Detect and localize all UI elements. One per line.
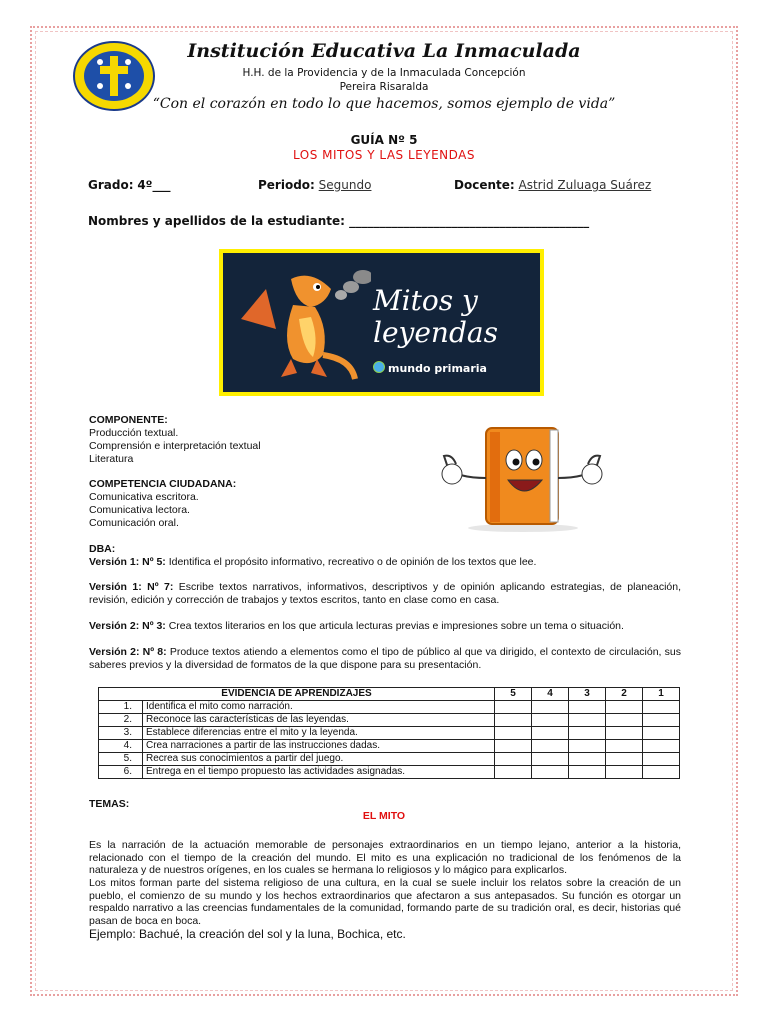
row-text: Identifica el mito como narración.: [143, 701, 495, 714]
score-cell[interactable]: [532, 766, 569, 779]
row-number: 4.: [99, 740, 143, 753]
period-value: Segundo: [318, 178, 372, 192]
globe-icon: [373, 361, 385, 373]
dba-entry-label: Versión 2: Nº 3:: [89, 620, 166, 632]
score-cell[interactable]: [643, 701, 680, 714]
score-cell[interactable]: [643, 727, 680, 740]
score-cell[interactable]: [532, 753, 569, 766]
dba-entry-text: Crea textos literarios en los que articula lecturas previas e impresiones sobre un tema o situación.: [165, 620, 624, 632]
dba-entry: [89, 581, 681, 607]
competencia-item: Comunicación oral.: [89, 517, 179, 529]
banner-title-line1: Mitos y: [373, 284, 478, 317]
table-row: [99, 727, 680, 740]
score-header: 5: [495, 688, 532, 701]
score-header: 1: [643, 688, 680, 701]
mito-example: Ejemplo: Bachué, la creación del sol y la luna, Bochica, etc.: [89, 927, 406, 941]
score-cell[interactable]: [569, 740, 606, 753]
banner-title-line2: leyendas: [373, 316, 498, 349]
evidence-header: EVIDENCIA DE APRENDIZAJES: [99, 688, 495, 701]
score-cell[interactable]: [532, 727, 569, 740]
section-title-el-mito: EL MITO: [362, 810, 406, 822]
score-cell[interactable]: [569, 753, 606, 766]
dba-entry-text: Identifica el propósito informativo, recreativo o de opinión de los textos que lee.: [165, 556, 537, 568]
score-cell[interactable]: [606, 740, 643, 753]
dba-entry-label: Versión 2: Nº 8:: [89, 646, 167, 658]
table-row: [99, 740, 680, 753]
competencia-item: Comunicativa escritora.: [89, 491, 199, 503]
componente-section: [89, 414, 261, 466]
dba-entry: [89, 646, 681, 672]
happy-book-mascot-illustration: [438, 418, 608, 533]
grade-value: 4º___: [137, 178, 171, 192]
period-label: Periodo:: [258, 178, 315, 192]
teacher-label: Docente:: [454, 178, 515, 192]
score-cell[interactable]: [606, 753, 643, 766]
competencia-item: Comunicativa lectora.: [89, 504, 190, 516]
banner-brand-text: mundo primaria: [388, 362, 487, 375]
score-cell[interactable]: [606, 766, 643, 779]
dba-entry-label: Versión 1: Nº 7:: [89, 581, 174, 593]
score-cell[interactable]: [606, 714, 643, 727]
score-cell[interactable]: [643, 740, 680, 753]
temas-heading: TEMAS:: [89, 798, 130, 810]
componente-item: Literatura: [89, 453, 134, 465]
teacher-field: [454, 178, 651, 192]
score-cell[interactable]: [569, 714, 606, 727]
dba-entry: [89, 620, 681, 633]
score-cell[interactable]: [532, 701, 569, 714]
table-row: [99, 766, 680, 779]
row-number: 3.: [99, 727, 143, 740]
competencia-section: [89, 478, 236, 530]
mito-paragraph: Los mitos forman parte del sistema religioso de una cultura, en la cual se suele incluir los relatos sobre la creación de un pueblo, el comienzo de su mundo y los hechos extraordinarios que afectaron a sus antepasados. Su función es otorgar un respaldo narrativo a las creencias fundamentales de la comunidad, formando parte de su tradición oral, es decir, historias qué pasan de boca en boca.: [89, 877, 681, 927]
score-cell[interactable]: [495, 753, 532, 766]
score-cell[interactable]: [495, 740, 532, 753]
score-cell[interactable]: [643, 714, 680, 727]
componente-item: Comprensión e interpretación textual: [89, 440, 261, 452]
dba-entry-text: Escribe textos narrativos, informativos, descriptivos y de opinión aplicando estrategias, de planeación, revisión, edición y corrección de trabajos y textos escritos, tanto en clase como en casa.: [89, 581, 682, 606]
competencia-heading: COMPETENCIA CIUDADANA:: [89, 478, 237, 490]
grade-label: Grado:: [88, 178, 134, 192]
guide-number: GUÍA Nº 5: [350, 133, 418, 147]
score-cell[interactable]: [495, 766, 532, 779]
score-cell[interactable]: [643, 753, 680, 766]
score-cell[interactable]: [495, 701, 532, 714]
score-cell[interactable]: [569, 766, 606, 779]
banner-brand: [373, 361, 487, 375]
score-cell[interactable]: [495, 727, 532, 740]
row-text: Establece diferencias entre el mito y la leyenda.: [143, 727, 495, 740]
mito-paragraph: Es la narración de la actuación memorable de personajes extraordinarios en un tiempo lejano, anterior a la historia, relacionado con el tiempo de la creación del mundo. El mito es una explicación no tradicional de los fenómenos de la naturaleza y de nuestros orígenes, en los cuales se hermana lo religiosos y lo mágico para explicarlos.: [89, 839, 681, 876]
score-cell[interactable]: [643, 766, 680, 779]
score-cell[interactable]: [569, 727, 606, 740]
table-row: [99, 701, 680, 714]
evidence-table: [98, 687, 680, 779]
row-text: Recrea sus conocimientos a partir del juego.: [143, 753, 495, 766]
score-header: 2: [606, 688, 643, 701]
table-row: [99, 714, 680, 727]
student-name-line: Nombres y apellidos de la estudiante: ________________________________________: [88, 214, 590, 228]
score-cell[interactable]: [495, 714, 532, 727]
dba-heading: DBA:: [89, 543, 116, 555]
evidence-table-header-row: [99, 688, 680, 701]
dba-entry-label: Versión 1: Nº 5:: [89, 556, 166, 568]
row-number: 1.: [99, 701, 143, 714]
score-cell[interactable]: [606, 701, 643, 714]
componente-item: Producción textual.: [89, 427, 179, 439]
score-cell[interactable]: [569, 701, 606, 714]
teacher-value: Astrid Zuluaga Suárez: [518, 178, 652, 192]
table-row: [99, 753, 680, 766]
period-field: [258, 178, 371, 192]
congregation-name: H.H. de la Providencia y de la Inmaculada Concepción: [242, 67, 526, 79]
row-number: 2.: [99, 714, 143, 727]
dragon-illustration: [231, 259, 371, 387]
row-text: Crea narraciones a partir de las instrucciones dadas.: [143, 740, 495, 753]
row-text: Entrega en el tiempo propuesto las actividades asignadas.: [143, 766, 495, 779]
score-header: 4: [532, 688, 569, 701]
dba-entry-text: Produce textos atiendo a elementos como el tipo de público al que va dirigido, el contexto de circulación, sus saberes previos y la diversidad de formatos de la que dispone para su presentación.: [89, 646, 682, 671]
banner-title: [373, 285, 498, 349]
grade-field: [88, 178, 170, 192]
dba-entry: [89, 556, 681, 569]
score-cell[interactable]: [606, 727, 643, 740]
score-header: 3: [569, 688, 606, 701]
row-number: 6.: [99, 766, 143, 779]
row-number: 5.: [99, 753, 143, 766]
institution-name: Institución Educativa La Inmaculada: [187, 40, 581, 62]
componente-heading: COMPONENTE:: [89, 414, 168, 426]
score-cell[interactable]: [532, 714, 569, 727]
row-text: Reconoce las características de las leyendas.: [143, 714, 495, 727]
city-name: Pereira Risaralda: [339, 81, 429, 93]
school-motto: “Con el corazón en todo lo que hacemos, somos ejemplo de vida”: [152, 96, 616, 112]
mitos-banner: [219, 249, 544, 396]
score-cell[interactable]: [532, 740, 569, 753]
guide-title: LOS MITOS Y LAS LEYENDAS: [293, 148, 475, 162]
